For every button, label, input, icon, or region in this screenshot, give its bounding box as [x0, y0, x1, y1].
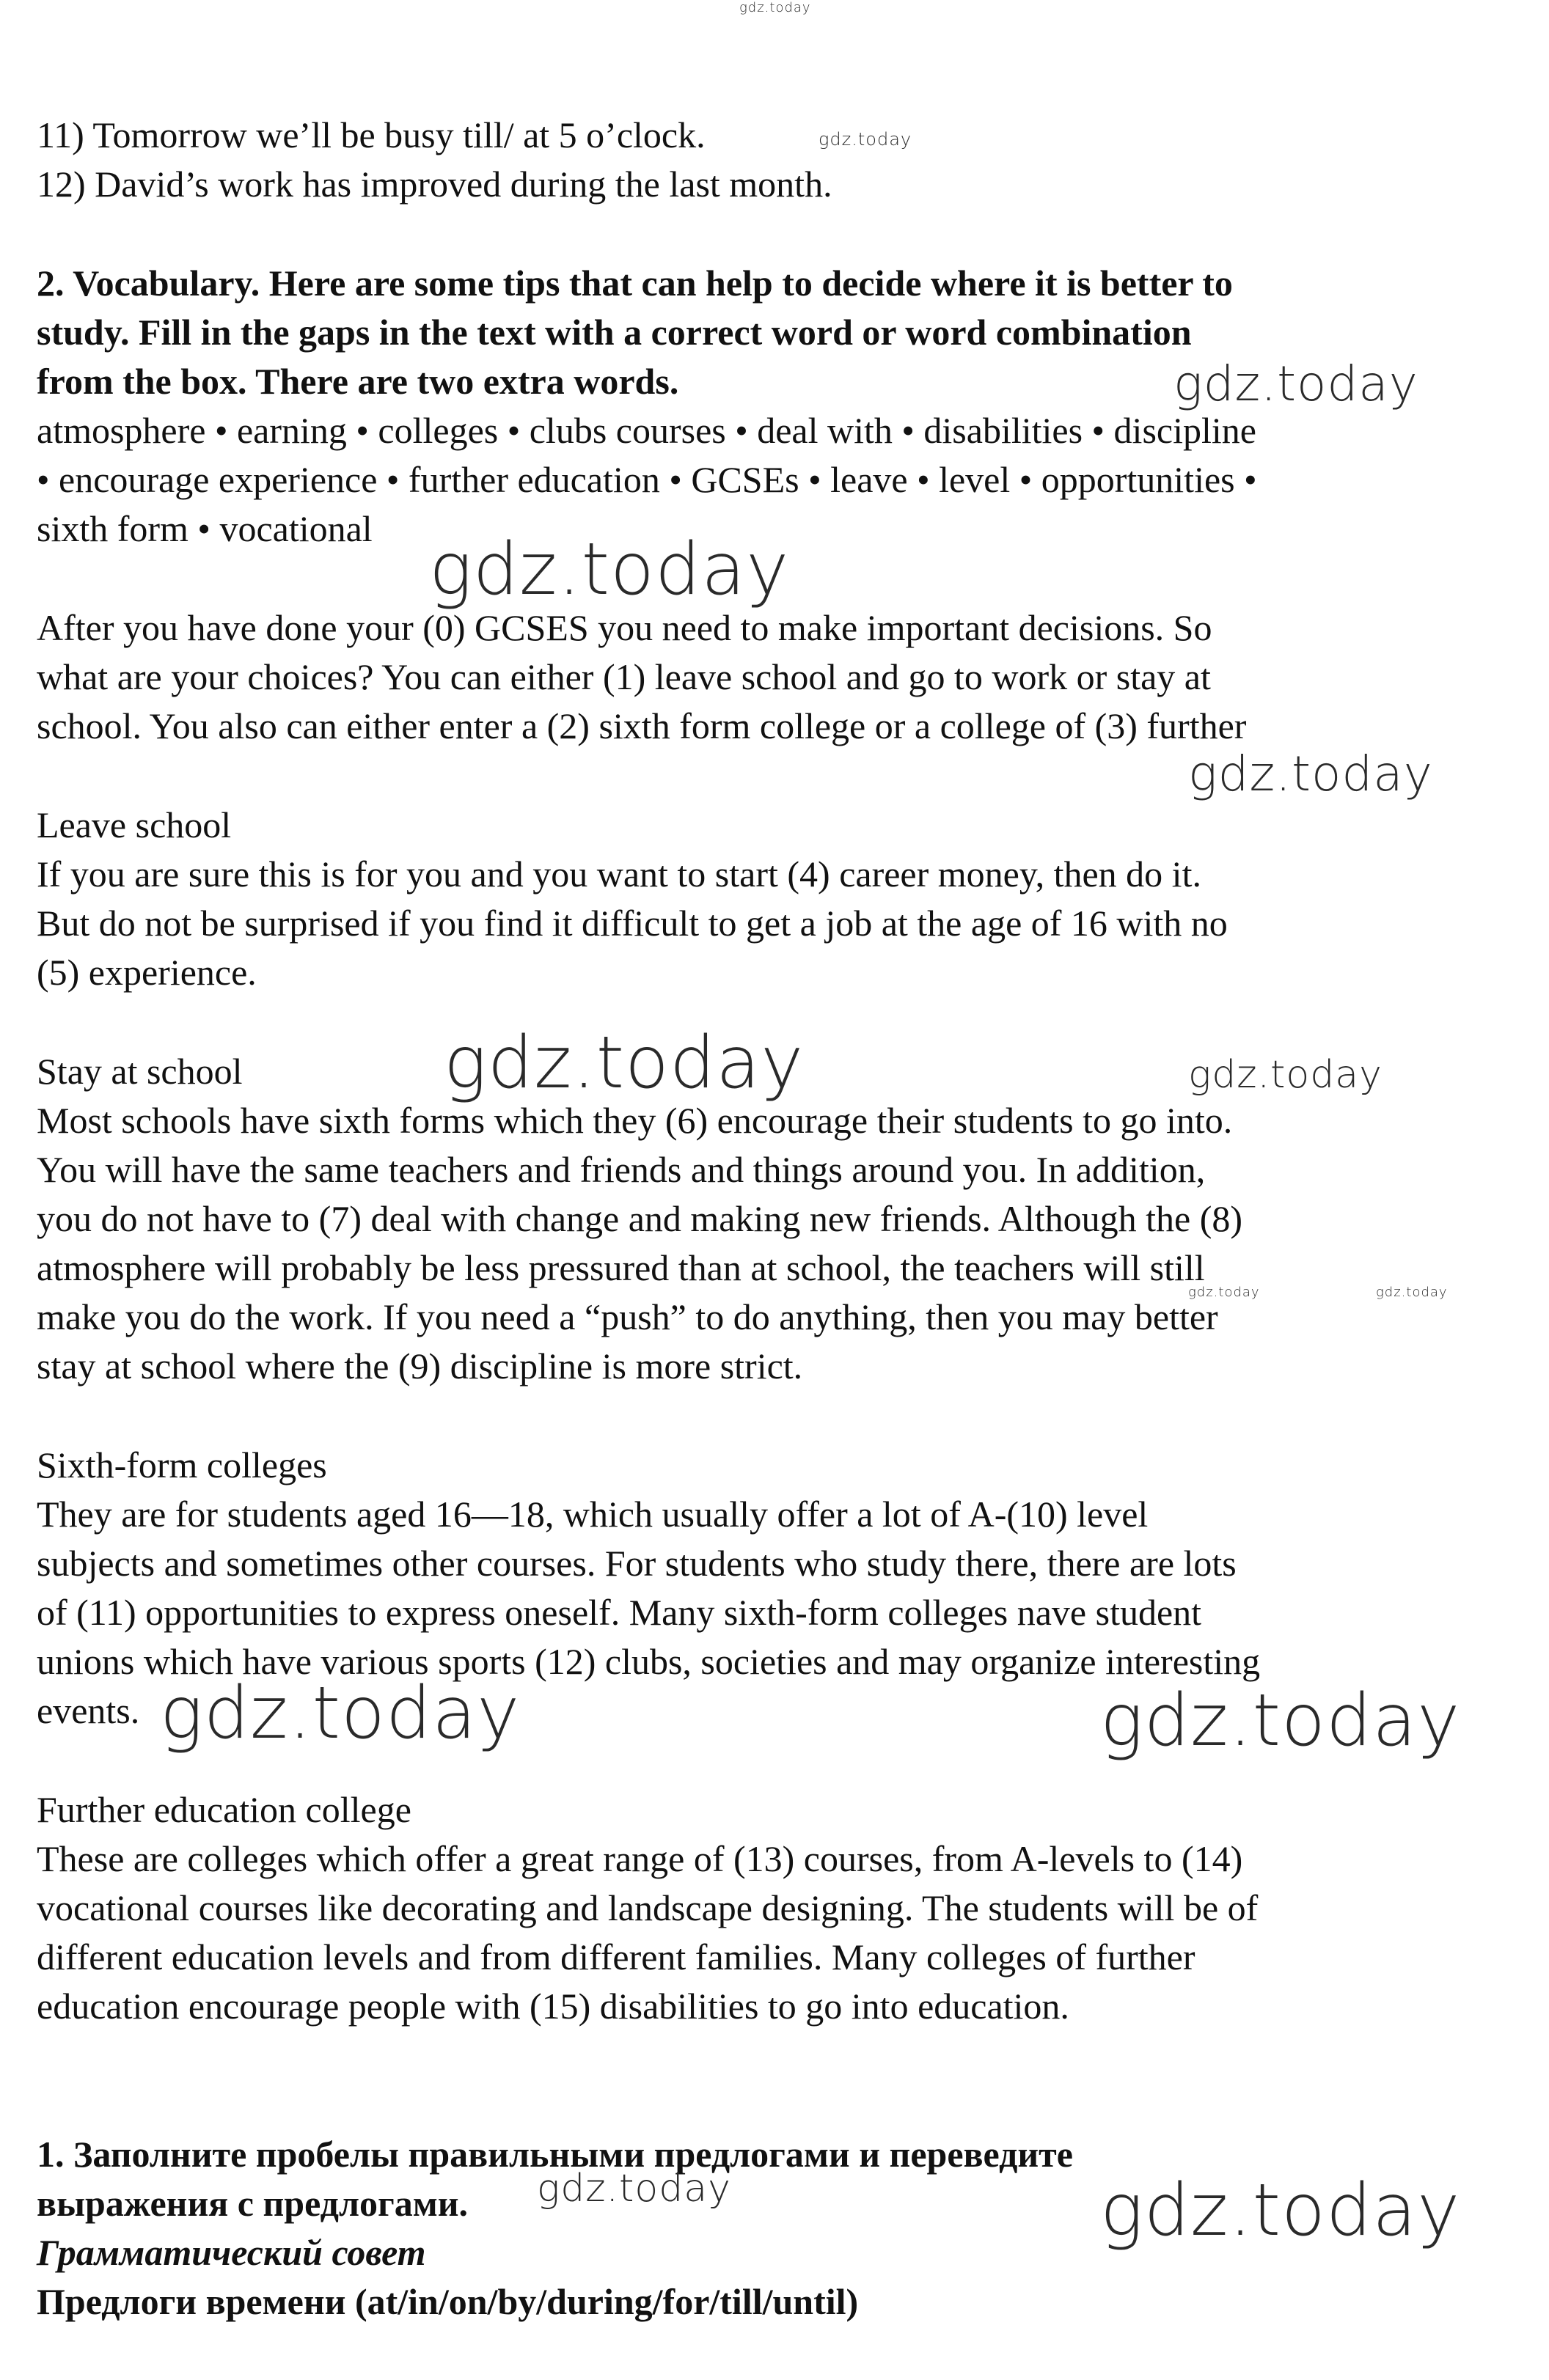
grammar-tip-title: Грамматический совет: [37, 2232, 426, 2273]
section-heading-sixth-form-colleges: Sixth-form colleges: [37, 1444, 327, 1485]
stay-at-school-line-6: stay at school where the (9) discipline is more strict.: [37, 1345, 803, 1387]
text-line-2: 12) David’s work has improved during the last month.: [37, 164, 832, 205]
stay-at-school-line-3: you do not have to (7) deal with change and making new friends. Although the (8): [37, 1198, 1243, 1239]
text-line-1: 11) Tomorrow we’ll be busy till/ at 5 o’clock.: [37, 114, 706, 155]
exercise-2-heading-line-2: study. Fill in the gaps in the text with a correct word or word combination: [37, 312, 1192, 353]
leave-school-line-3: (5) experience.: [37, 952, 257, 993]
word-box-line-3: sixth form • vocational: [37, 508, 373, 549]
watermark-events-right: gdz.today: [1100, 1679, 1461, 1763]
word-box-line-2: • encourage experience • further education • GCSEs • leave • level • opportunities •: [37, 459, 1257, 500]
watermark-word-box: gdz.today: [429, 528, 790, 611]
watermark-heading: gdz.today: [1173, 356, 1418, 412]
exercise-2-heading-line-1: 2. Vocabulary. Here are some tips that can help to decide where it is better to: [37, 262, 1233, 304]
further-education-line-4: education encourage people with (15) disabilities to go into education.: [37, 1986, 1069, 2027]
section-heading-further-education: Further education college: [37, 1789, 411, 1830]
leave-school-line-1: If you are sure this is for you and you want to start (4) career money, then do it.: [37, 853, 1201, 895]
watermark-top: gdz.today: [739, 0, 811, 15]
watermark-stay-right: gdz.today: [1188, 1053, 1383, 1097]
russian-task-heading-line-2: выражения с предлогами.: [37, 2183, 469, 2224]
time-prepositions-heading: Предлоги времени (at/in/on/by/during/for/till/until): [37, 2281, 859, 2322]
section-heading-leave-school: Leave school: [37, 804, 232, 845]
watermark-russian-mid: gdz.today: [537, 2167, 731, 2211]
leave-school-line-2: But do not be surprised if you find it difficult to get a job at the age of 16 with no: [37, 903, 1228, 944]
watermark-line-11: gdz.today: [819, 129, 912, 150]
watermark-events-left: gdz.today: [160, 1672, 521, 1755]
sixth-form-line-1: They are for students aged 16—18, which usually offer a lot of A-(10) level: [37, 1494, 1149, 1535]
stay-at-school-line-2: You will have the same teachers and friends and things around you. In addition,: [37, 1149, 1206, 1190]
further-education-line-1: These are colleges which offer a great range of (13) courses, from A-levels to (14): [37, 1838, 1243, 1879]
sixth-form-line-5: events.: [37, 1690, 140, 1731]
intro-paragraph-line-1: After you have done your (0) GCSES you need to make important decisions. So: [37, 607, 1212, 648]
intro-paragraph-line-2: what are your choices? You can either (1) leave school and go to work or stay at: [37, 656, 1211, 697]
sixth-form-line-2: subjects and sometimes other courses. For students who study there, there are lots: [37, 1543, 1237, 1584]
further-education-line-3: different education levels and from different families. Many colleges of further: [37, 1936, 1195, 1977]
watermark-small-2: gdz.today: [1376, 1285, 1448, 1300]
further-education-line-2: vocational courses like decorating and landscape designing. The students will be of: [37, 1887, 1259, 1928]
watermark-russian-right: gdz.today: [1100, 2169, 1461, 2252]
exercise-2-heading-line-3: from the box. There are two extra words.: [37, 361, 679, 402]
sixth-form-line-4: unions which have various sports (12) clubs, societies and may organize interesting: [37, 1641, 1261, 1682]
russian-task-heading-line-1: 1. Заполните пробелы правильными предлогами и переведите: [37, 2134, 1073, 2175]
watermark-intro: gdz.today: [1188, 746, 1433, 802]
stay-at-school-line-5: make you do the work. If you need a “push” to do anything, then you may better: [37, 1296, 1218, 1337]
sixth-form-line-3: of (11) opportunities to express oneself. Many sixth-form colleges nave student: [37, 1592, 1202, 1633]
watermark-stay-left: gdz.today: [444, 1021, 805, 1105]
section-heading-stay-at-school: Stay at school: [37, 1051, 243, 1092]
watermark-small-1: gdz.today: [1188, 1285, 1260, 1300]
stay-at-school-line-1: Most schools have sixth forms which they (6) encourage their students to go into.: [37, 1100, 1233, 1141]
stay-at-school-line-4: atmosphere will probably be less pressured than at school, the teachers will still: [37, 1247, 1205, 1288]
word-box-line-1: atmosphere • earning • colleges • clubs courses • deal with • disabilities • discipline: [37, 410, 1256, 451]
intro-paragraph-line-3: school. You also can either enter a (2) sixth form college or a college of (3) further: [37, 705, 1247, 746]
